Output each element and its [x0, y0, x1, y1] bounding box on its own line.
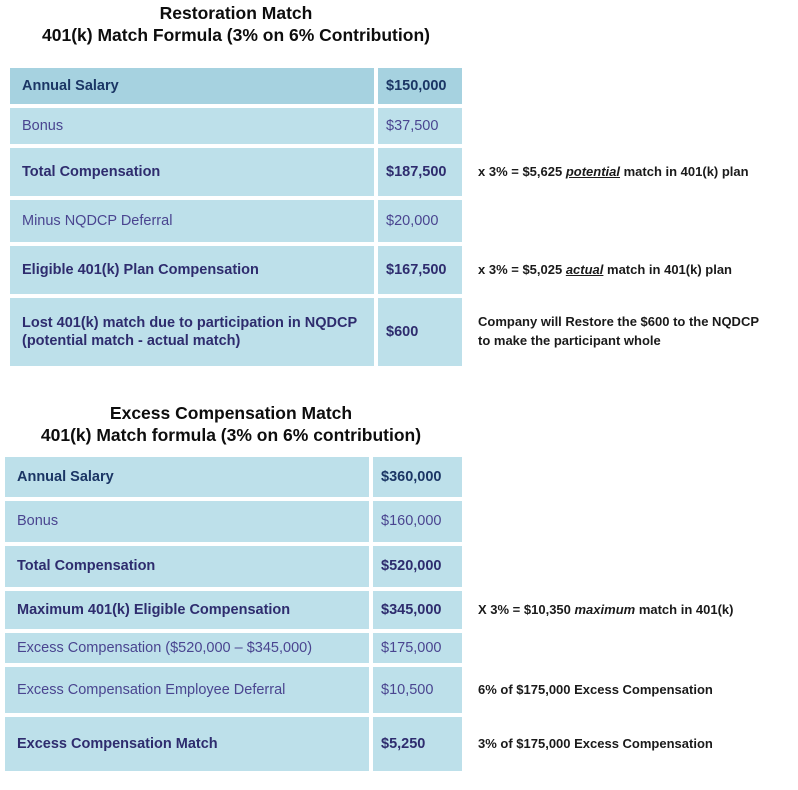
row-value: $360,000 — [373, 457, 462, 497]
table-row — [5, 717, 798, 771]
row-value: $175,000 — [373, 633, 462, 663]
row-value: $345,000 — [373, 591, 462, 629]
row-annotation: x 3% = $5,025 actual match in 401(k) plan — [478, 261, 732, 277]
row-label: Bonus — [10, 108, 374, 144]
restoration-match-section — [0, 0, 798, 366]
table-row — [10, 108, 798, 144]
row-label: Minus NQDCP Deferral — [10, 200, 374, 242]
excess-title-block — [0, 402, 462, 446]
table-title: Excess Compensation Match — [109, 403, 353, 423]
row-label: Total Compensation — [10, 148, 374, 196]
table-row — [5, 457, 798, 497]
restoration-title-block — [0, 2, 472, 46]
row-value: $167,500 — [378, 246, 462, 294]
table-row — [5, 501, 798, 542]
row-label: Total Compensation — [5, 546, 369, 587]
excess-compensation-section — [0, 366, 798, 771]
table-row — [5, 591, 798, 629]
row-value: $5,250 — [373, 717, 462, 771]
table-row — [10, 246, 798, 294]
table-subtitle: 401(k) Match formula (3% on 6% contribution) — [40, 425, 422, 445]
excess-compensation-table — [5, 457, 798, 771]
row-label: Excess Compensation Employee Deferral — [5, 667, 369, 713]
row-label: Excess Compensation ($520,000 – $345,000) — [5, 633, 369, 663]
row-annotation: 6% of $175,000 Excess Compensation — [478, 681, 713, 697]
row-label: Annual Salary — [10, 68, 374, 104]
table-row — [10, 148, 798, 196]
table-row — [5, 667, 798, 713]
row-label: Lost 401(k) match due to participation in NQDCP (potential match - actual match) — [10, 298, 374, 366]
table-subtitle: 401(k) Match Formula (3% on 6% Contribution) — [42, 25, 430, 45]
row-value: $20,000 — [378, 200, 462, 242]
row-value: $10,500 — [373, 667, 462, 713]
row-value: $37,500 — [378, 108, 462, 144]
row-label: Annual Salary — [5, 457, 369, 497]
row-annotation: 3% of $175,000 Excess Compensation — [478, 735, 713, 751]
row-label: Eligible 401(k) Plan Compensation — [10, 246, 374, 294]
row-value: $160,000 — [373, 501, 462, 542]
row-value: $150,000 — [378, 68, 462, 104]
row-value: $520,000 — [373, 546, 462, 587]
row-value: $600 — [378, 298, 462, 366]
table-row — [5, 546, 798, 587]
row-label: Bonus — [5, 501, 369, 542]
table-row — [10, 298, 798, 366]
row-annotation: Company will Restore the $600 to the NQDCP to make the participant whole — [478, 314, 759, 348]
table-row — [5, 633, 798, 663]
row-label: Excess Compensation Match — [5, 717, 369, 771]
row-label: Maximum 401(k) Eligible Compensation — [5, 591, 369, 629]
restoration-match-table — [10, 68, 798, 366]
table-row — [10, 200, 798, 242]
row-value: $187,500 — [378, 148, 462, 196]
row-annotation: x 3% = $5,625 potential match in 401(k) plan — [478, 163, 749, 179]
row-annotation: X 3% = $10,350 maximum match in 401(k) — [478, 601, 734, 617]
table-title: Restoration Match — [159, 3, 313, 23]
table-row — [10, 68, 798, 104]
